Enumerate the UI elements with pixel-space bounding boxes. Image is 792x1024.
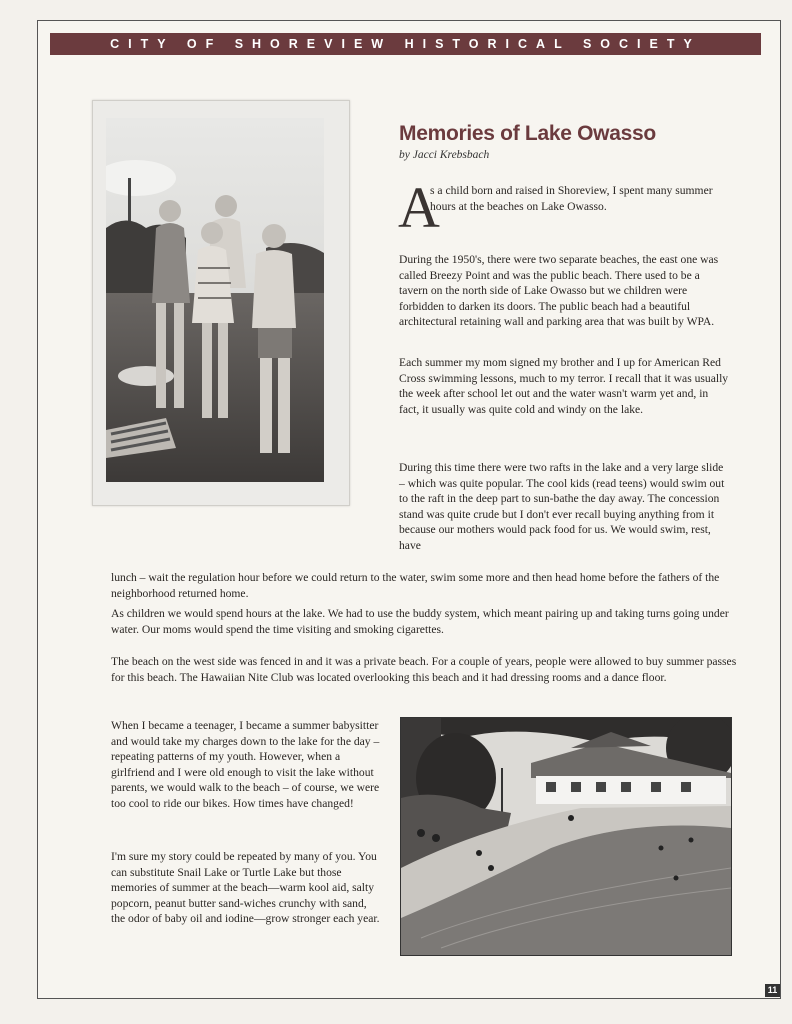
paragraph-teenager: When I became a teenager, I became a summer babysitter and would take my charges down to the lake for the day – repeating patterns of my youth. However, when a girlfriend and I were old enough to visit the lake without parents, we would walk to the beach – of course, we were too cool to ride our bikes. How times have changed!: [111, 719, 380, 810]
society-header: CITY OF SHOREVIEW HISTORICAL SOCIETY: [50, 33, 761, 55]
paragraph-buddy-system: As children we would spend hours at the lake. We had to use the buddy system, which meant pairing up and taking turns going under water. Our moms would spend the time visiting and smoking cigarettes.: [111, 607, 729, 636]
children-beach-photo: [106, 118, 324, 482]
paragraph-closing: I'm sure my story could be repeated by many of you. You can substitute Snail Lake or Turtle Lake but those memories of summer at the beach—warm kool aid, salty popcorn, peanut butter sand-wiches crunchy with sand, the odor of baby oil and iodine—grow stronger each year.: [111, 850, 380, 926]
beach-pavilion-photo: [400, 717, 732, 956]
paragraph-rafts-continued: lunch – wait the regulation hour before we could return to the water, swim some more and then head home before the fathers of the neighborhood returned home.: [111, 571, 720, 600]
paragraph-intro: s a child born and raised in Shoreview, I spent many summer hours at the beaches on Lake Owasso.: [430, 184, 713, 213]
paragraph-rafts: During this time there were two rafts in the lake and a very large slide – which was quite popular. The cool kids (read teens) would swim out to the raft in the deep part to sun-bathe the day away. The concession stand was quite crude but I don't ever recall buying anything from it because our mothers would pack food for us. We would swim, rest, have: [399, 461, 725, 552]
article-byline: by Jacci Krebsbach: [399, 149, 490, 161]
page-number: 11: [765, 984, 780, 997]
paragraph-swim-lessons: Each summer my mom signed my brother and I up for American Red Cross swimming lessons, much to my terror. I recall that it was usually the week after school let out and the water wasn't warm yet and, in fact, it usually was quite cold and windy on the lake.: [399, 356, 729, 416]
article-title: Memories of Lake Owasso: [399, 122, 656, 145]
paragraph-west-beach: The beach on the west side was fenced in and it was a private beach. For a couple of years, people were allowed to buy summer passes for this beach. The Hawaiian Nite Club was located overlooking this beach and it had dressing rooms and a dance floor.: [111, 655, 737, 684]
paragraph-beaches: During the 1950's, there were two separate beaches, the east one was called Breezy Point and was the public beach. There used to be a tavern on the north side of Lake Owasso but we children were forbidden to darken its doors. The public beach had a beautiful architectural retaining wall and parking area that was built by WPA.: [399, 253, 719, 329]
drop-cap: A: [398, 175, 440, 240]
